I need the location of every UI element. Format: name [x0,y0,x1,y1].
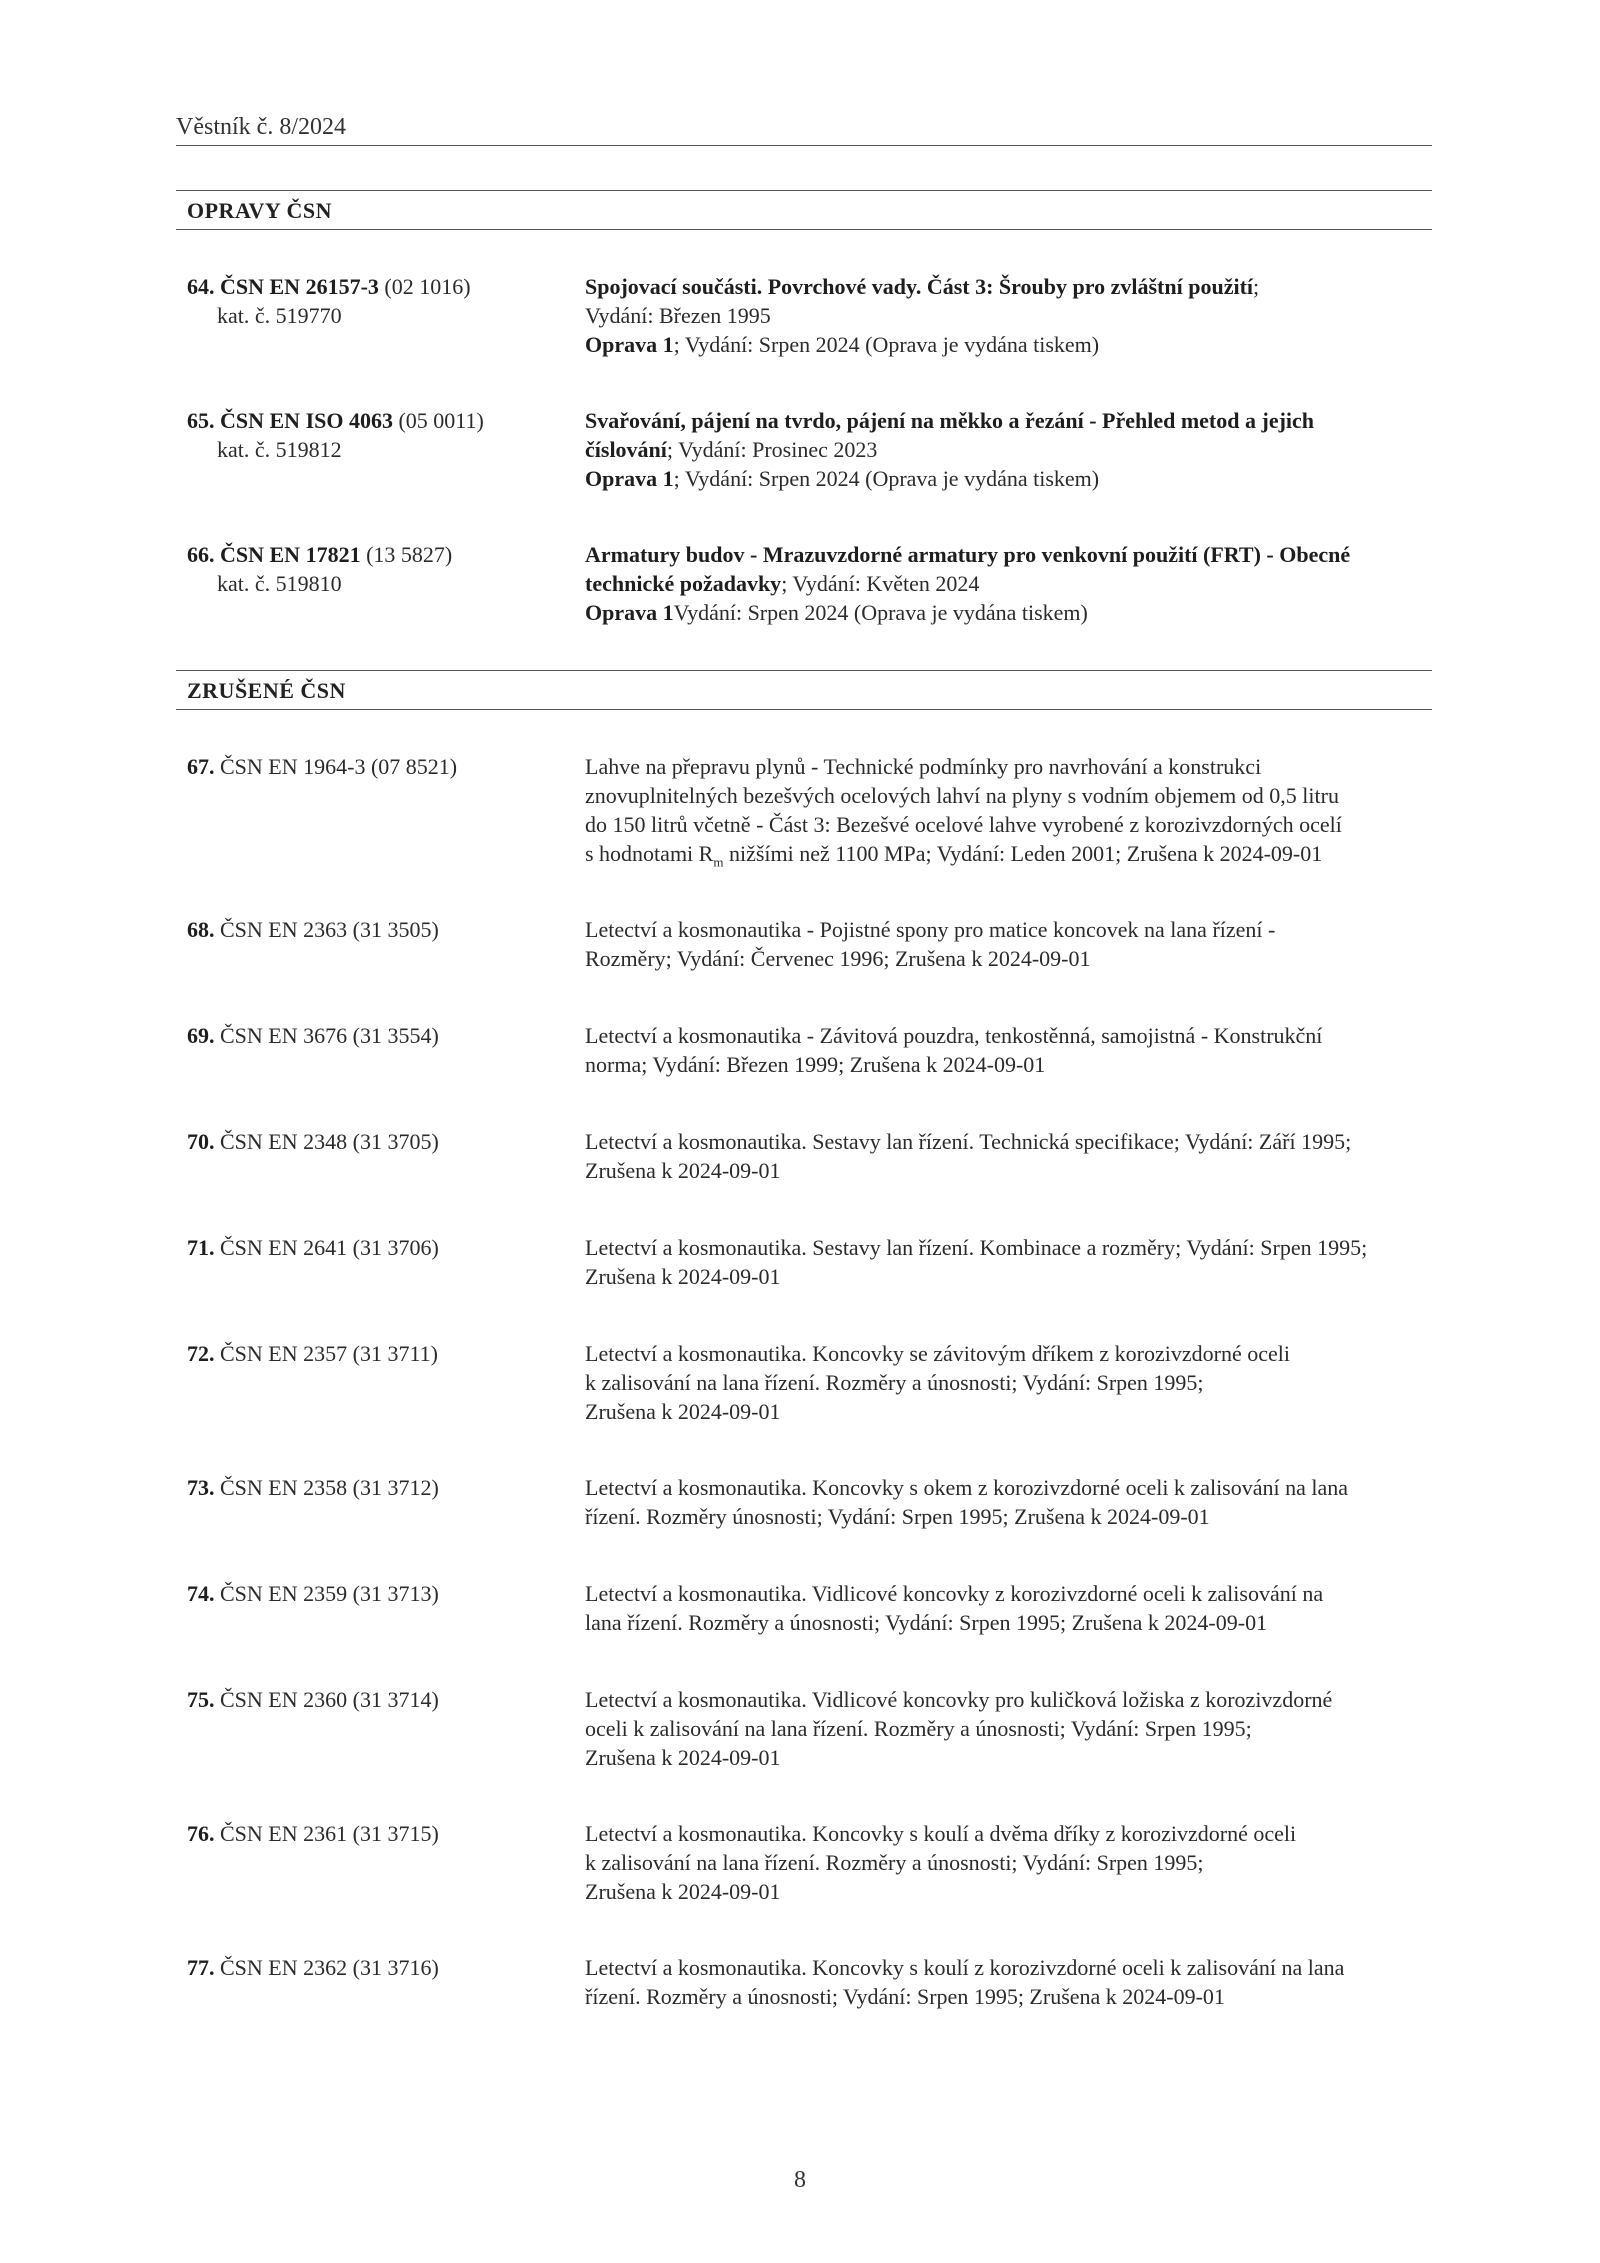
entry-number: 72. [187,1341,215,1366]
description-line: Letectví a kosmonautika. Koncovky se závitovým dříkem z korozivzdorné oceli [585,1341,1290,1366]
description-line [585,839,1435,868]
entry-description [585,1473,1435,1531]
entry-number: 76. [187,1821,215,1846]
standard-id: ČSN EN 1964-3 (07 8521) [220,754,458,779]
description-line: Zrušena k 2024-09-01 [585,1399,781,1424]
description-line: řízení. Rozměry únosnosti; Vydání: Srpen 1995; Zrušena k 2024-09-01 [585,1504,1210,1529]
entry-identifier [187,752,567,781]
entry-description [585,1021,1435,1079]
description-line: Zrušena k 2024-09-01 [585,1264,781,1289]
correction-label: Oprava 1 [585,332,674,357]
section-title-zrusene: ZRUŠENÉ ČSN [187,678,346,703]
standard-title: Armatury budov - Mrazuvzdorné armatury pro venkovní použití (FRT) - Obecné [585,542,1351,567]
standard-title: Spojovací součásti. Povrchové vady. Část 3: Šrouby pro zvláštní použití [585,274,1254,299]
standard-title: Svařování, pájení na tvrdo, pájení na měkko a řezání - Přehled metod a jejich [585,408,1315,433]
section-rule-bottom [176,229,1432,230]
entry-identifier [187,1339,567,1368]
description-line: k zalisování na lana řízení. Rozměry a únosnosti; Vydání: Srpen 1995; [585,1370,1204,1395]
standard-id: ČSN EN 2359 (31 3713) [220,1581,439,1606]
entry-number: 73. [187,1475,215,1500]
standard-id: ČSN EN 2641 (31 3706) [220,1235,439,1260]
entry-identifier [187,915,567,944]
description-line: Rozměry; Vydání: Červenec 1996; Zrušena k 2024-09-01 [585,946,1091,971]
standard-title-cont: technické požadavky [585,571,782,596]
correction-text: Vydání: Srpen 2024 (Oprava je vydána tiskem) [684,466,1100,491]
description-line: znovuplnitelných bezešvých ocelových lahví na plyny s vodním objemem od 0,5 litru [585,783,1339,808]
entry-number: 71. [187,1235,215,1260]
entry-description [585,406,1435,493]
standard-id: ČSN EN 2348 (31 3705) [220,1129,439,1154]
description-line: řízení. Rozměry a únosnosti; Vydání: Srpen 1995; Zrušena k 2024-09-01 [585,1984,1225,2009]
entry-number: 69. [187,1023,215,1048]
entry-description [585,915,1435,973]
standard-id: ČSN EN 2358 (31 3712) [220,1475,439,1500]
entry-number: 77. [187,1955,215,1980]
description-line: norma; Vydání: Březen 1999; Zrušena k 2024-09-01 [585,1052,1046,1077]
description-line: Letectví a kosmonautika - Závitová pouzdra, tenkostěnná, samojistná - Konstrukční [585,1023,1323,1048]
entry-description [585,272,1435,359]
entry-identifier [187,1021,567,1050]
correction-label: Oprava 1 [585,466,674,491]
description-line: do 150 litrů včetně - Část 3: Bezešvé ocelové lahve vyrobené z korozivzdorných ocelí [585,812,1342,837]
entry-identifier [187,1473,567,1502]
description-line: Letectví a kosmonautika. Koncovky s koulí z korozivzdorné oceli k zalisování na lana [585,1955,1345,1980]
description-line: Letectví a kosmonautika. Sestavy lan řízení. Kombinace a rozměry; Vydání: Srpen 1995; [585,1235,1368,1260]
standard-title-cont: číslování [585,437,667,462]
subscript: m [713,854,724,870]
separator: ; [666,437,674,462]
correction-text: Vydání: Srpen 2024 (Oprava je vydána tiskem) [673,600,1088,625]
separator: ; [1253,274,1260,299]
description-line: Letectví a kosmonautika. Vidlicové koncovky pro kuličková ložiska z korozivzdorné [585,1687,1333,1712]
standard-id: ČSN EN ISO 4063 [220,408,393,433]
standard-id: ČSN EN 2357 (31 3711) [220,1341,438,1366]
correction-label: Oprava 1 [585,600,674,625]
bulletin-header: Věstník č. 8/2024 [176,114,346,140]
class-code: (13 5827) [366,542,453,567]
entry-number: 64. [187,274,215,299]
standard-id: ČSN EN 2363 (31 3505) [220,917,439,942]
entry-number: 65. [187,408,215,433]
entry-identifier [187,1953,567,1982]
catalog-number: kat. č. 519810 [217,571,342,596]
issue-date: Vydání: Březen 1995 [585,303,771,328]
description-text: s hodnotami R [585,841,714,866]
page-number: 8 [794,2167,806,2193]
class-code: (02 1016) [384,274,471,299]
section-rule-bottom [176,709,1432,710]
section-rule-top [176,190,1432,191]
section-title-opravy: OPRAVY ČSN [187,198,332,223]
description-line: Letectví a kosmonautika. Koncovky s okem z korozivzdorné oceli k zalisování na lana [585,1475,1349,1500]
entry-identifier [187,1127,567,1156]
entry-description [585,1953,1435,2011]
description-line: Zrušena k 2024-09-01 [585,1745,781,1770]
description-line: Letectví a kosmonautika. Sestavy lan řízení. Technická specifikace; Vydání: Září 1995; [585,1129,1352,1154]
entry-description [585,1339,1435,1426]
entry-number: 67. [187,754,215,779]
description-line: Letectví a kosmonautika. Koncovky s koulí a dvěma dříky z korozivzdorné oceli [585,1821,1297,1846]
separator: ; [673,332,680,357]
entry-identifier [187,1685,567,1714]
catalog-number: kat. č. 519770 [217,303,342,328]
description-line: Lahve na přepravu plynů - Technické podmínky pro navrhování a konstrukci [585,754,1262,779]
description-line: Letectví a kosmonautika - Pojistné spony pro matice koncovek na lana řízení - [585,917,1276,942]
description-line: oceli k zalisování na lana řízení. Rozměry a únosnosti; Vydání: Srpen 1995; [585,1716,1252,1741]
description-line: Zrušena k 2024-09-01 [585,1158,781,1183]
entry-number: 74. [187,1581,215,1606]
entry-description [585,1819,1435,1906]
standard-id: ČSN EN 3676 (31 3554) [220,1023,439,1048]
correction-text: Vydání: Srpen 2024 (Oprava je vydána tiskem) [684,332,1100,357]
entry-identifier [187,1579,567,1608]
standard-id: ČSN EN 2361 (31 3715) [220,1821,439,1846]
description-line: k zalisování na lana řízení. Rozměry a únosnosti; Vydání: Srpen 1995; [585,1850,1204,1875]
entry-identifier [187,1819,567,1848]
entry-number: 75. [187,1687,215,1712]
entry-identifier [187,540,567,598]
catalog-number: kat. č. 519812 [217,437,342,462]
entry-number: 66. [187,542,215,567]
separator: ; [673,466,680,491]
entry-description [585,1685,1435,1772]
issue-date: Vydání: Prosinec 2023 [678,437,878,462]
entry-description [585,752,1435,868]
description-line: Zrušena k 2024-09-01 [585,1879,781,1904]
description-line: Letectví a kosmonautika. Vidlicové koncovky z korozivzdorné oceli k zalisování na [585,1581,1324,1606]
entry-description [585,1127,1435,1185]
standard-id: ČSN EN 17821 [220,542,361,567]
section-rule-top [176,670,1432,671]
standard-id: ČSN EN 2360 (31 3714) [220,1687,439,1712]
separator: ; [781,571,788,596]
entry-number: 70. [187,1129,215,1154]
class-code: (05 0011) [398,408,484,433]
entry-identifier [187,1233,567,1262]
issue-date: Vydání: Květen 2024 [792,571,980,596]
description-line: lana řízení. Rozměry a únosnosti; Vydání: Srpen 1995; Zrušena k 2024-09-01 [585,1610,1268,1635]
header-rule [176,145,1432,146]
entry-identifier [187,272,567,330]
description-text: nižšími než 1100 MPa; Vydání: Leden 2001; Zrušena k 2024-09-01 [723,841,1323,866]
entry-description [585,1233,1435,1291]
entry-number: 68. [187,917,215,942]
standard-id: ČSN EN 2362 (31 3716) [220,1955,439,1980]
entry-identifier [187,406,567,464]
entry-description [585,1579,1435,1637]
standard-id: ČSN EN 26157-3 [220,274,379,299]
entry-description [585,540,1435,627]
